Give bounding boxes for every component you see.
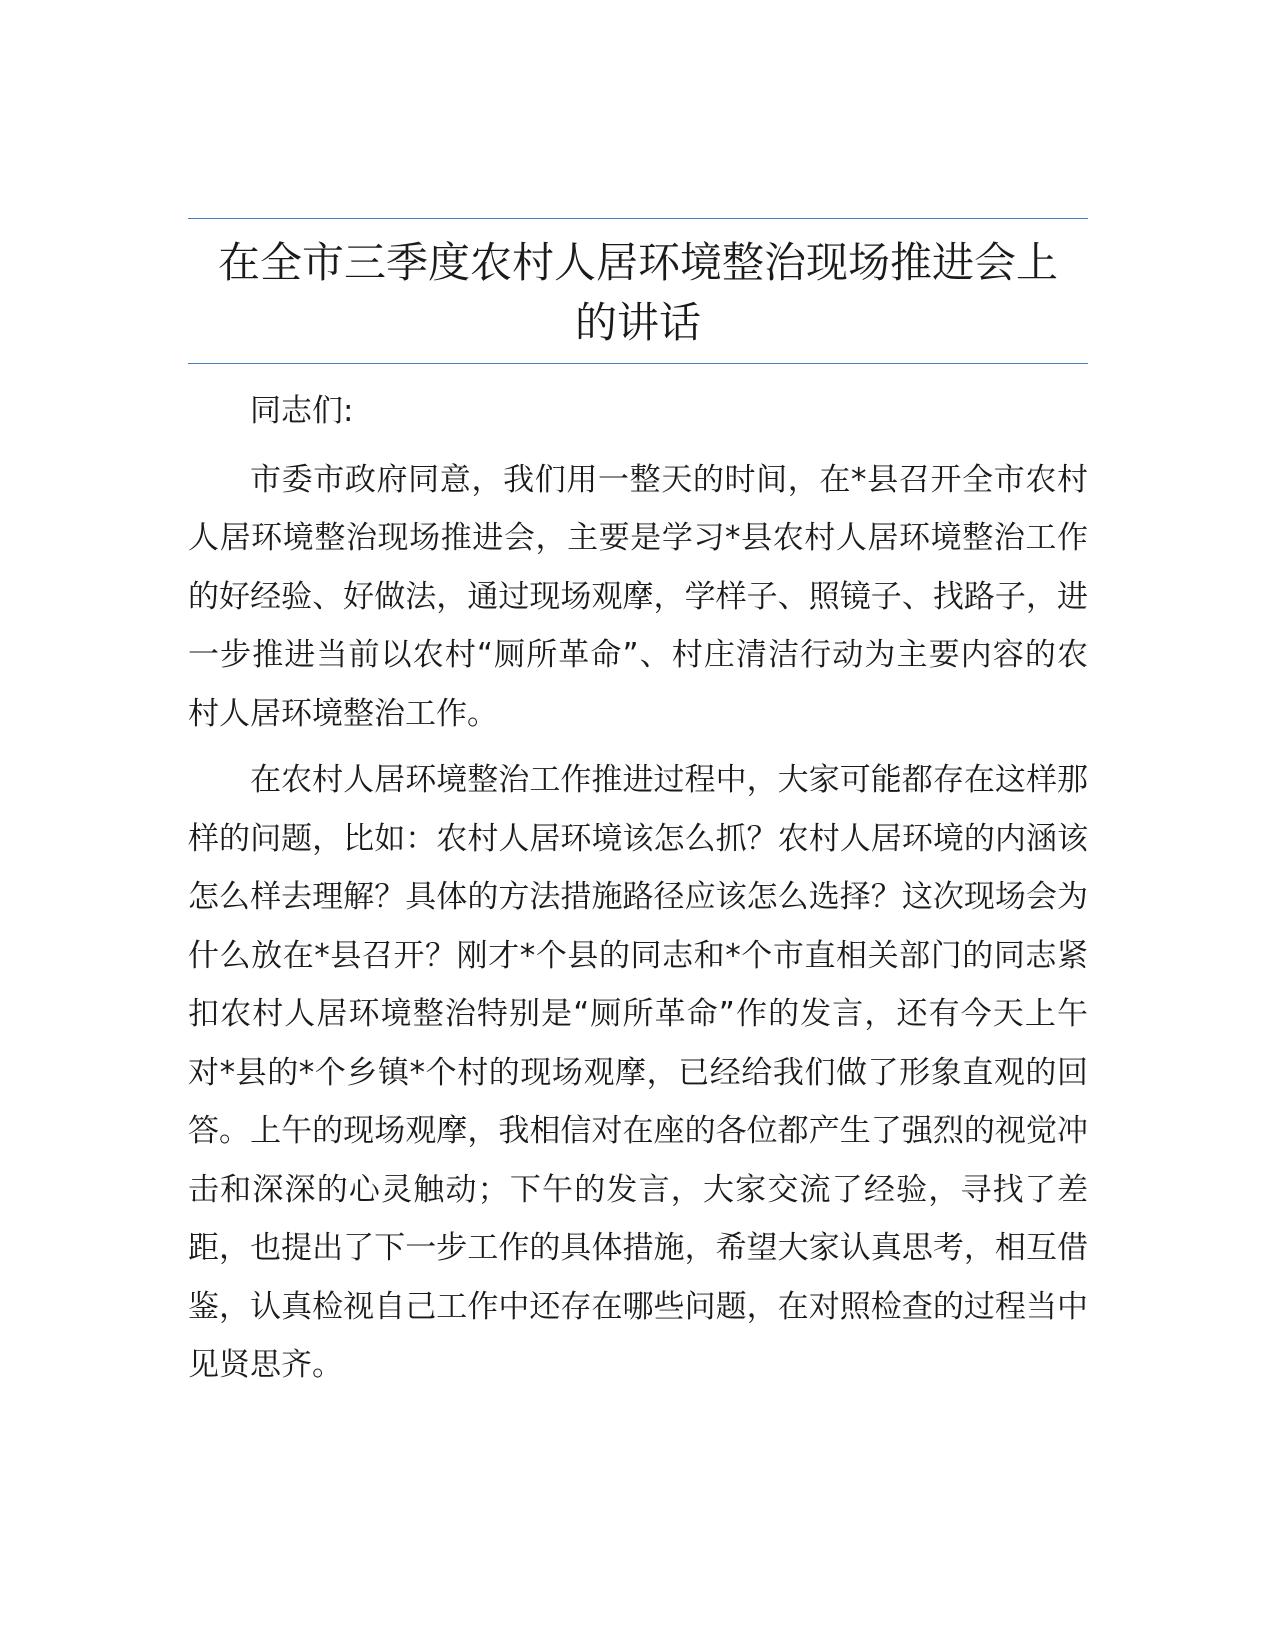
title-block	[188, 218, 1088, 364]
paragraph-2: 在农村人居环境整治工作推进过程中，大家可能都存在这样那样的问题，比如：农村人居环境该怎么抓？农村人居环境的内涵该怎么样去理解？具体的方法措施路径应该怎么选择？这次现场会为什么放在*县召开？刚才*个县的同志和*个市直相关部门的同志紧扣农村人居环境整治特别是“厕所革命”作的发言，还有今天上午对*县的*个乡镇*个村的现场观摩，已经给我们做了形象直观的回答。上午的现场观摩，我相信对在座的各位都产生了强烈的视觉冲击和深深的心灵触动；下午的发言，大家交流了经验，寻找了差距，也提出了下一步工作的具体措施，希望大家认真思考，相互借鉴，认真检视自己工作中还存在哪些问题，在对照检查的过程当中见贤思齐。	[188, 762, 1088, 1383]
document-body	[188, 382, 1088, 1395]
paragraph-1: 市委市政府同意，我们用一整天的时间，在*县召开全市农村人居环境整治现场推进会，主要是学习*县农村人居环境整治工作的好经验、好做法，通过现场观摩，学样子、照镜子、找路子，进一步推进当前以农村“厕所革命”、村庄清洁行动为主要内容的农村人居环境整治工作。	[188, 461, 1088, 732]
title-line-1: 在全市三季度农村人居环境整治现场推进会上	[217, 238, 1058, 287]
salutation: 同志们:	[250, 393, 354, 429]
title-line-2: 的讲话	[574, 298, 701, 347]
document-content	[188, 218, 1088, 1403]
